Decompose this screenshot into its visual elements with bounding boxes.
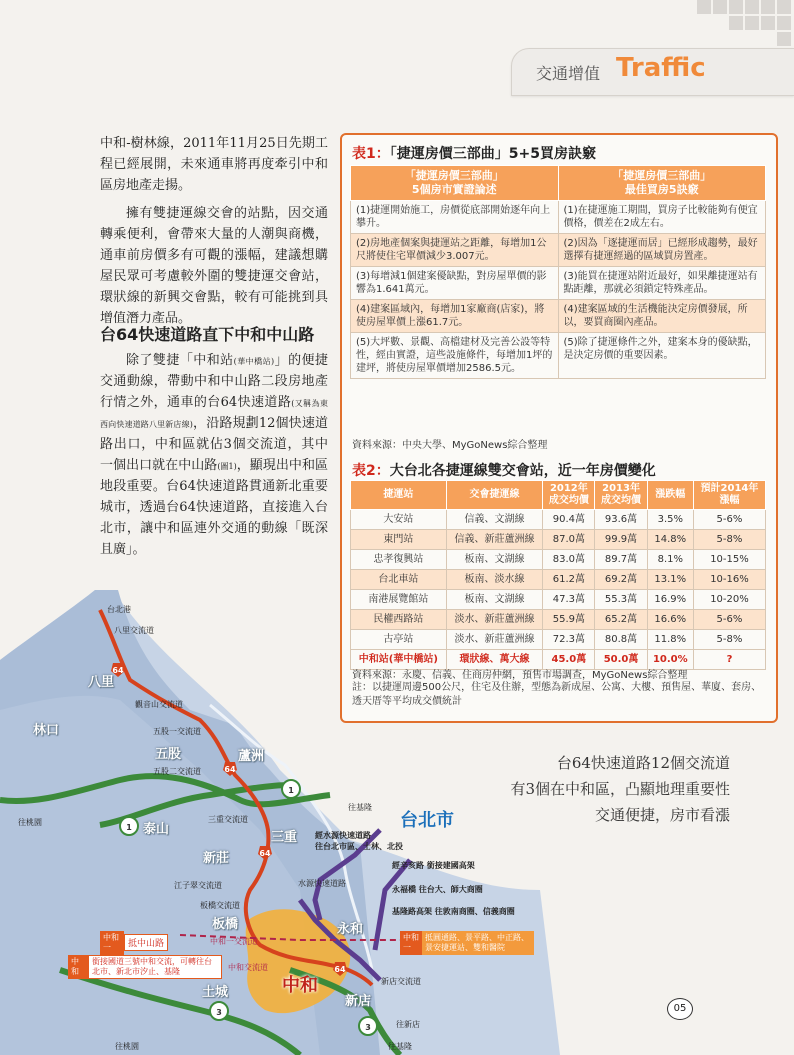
- svg-text:64: 64: [334, 965, 346, 974]
- interchange-label: 台北港: [107, 605, 131, 614]
- svg-text:3: 3: [216, 1008, 222, 1017]
- table1-title: 表1：「捷運房價三部曲」5+5買房訣竅: [352, 146, 596, 162]
- table1-source: 資料來源：中央大學、MyGoNews綜合整理: [352, 440, 548, 451]
- road-direction-label: 往桃園: [115, 1042, 139, 1051]
- section-title-en: Traffic: [616, 53, 706, 83]
- table1-header-1: 「捷運房價三部曲」 最佳買房5訣竅: [558, 166, 766, 201]
- table-row: (3)每增減1個建案優缺點，對房屋單價的影響為1.641萬元。 (3)能買在捷運站附近最好，如果離捷運站有點距離，那就必須鎖定特殊產品。: [351, 267, 766, 300]
- interchange-label: 水源快速道路: [298, 879, 346, 888]
- exit-tag: 中和一: [400, 931, 424, 955]
- table2-note: 註：以捷運周邊500公尺，住宅及住辦，型態為新成屋、公寓、大樓、預售屋、華廈、套房、透天厝等平均成交價統計: [352, 682, 762, 707]
- svg-text:3: 3: [365, 1023, 371, 1032]
- table-row: 台北車站 板南、淡水線 61.2萬 69.2萬 13.1% 10-16%: [351, 570, 766, 590]
- district-label: 泰山: [143, 822, 170, 837]
- page-number: 05: [667, 998, 693, 1020]
- table-row: 民權西路站 淡水、新莊蘆洲線 55.9萬 65.2萬 16.6% 5-6%: [351, 610, 766, 630]
- table1-header-0: 「捷運房價三部曲」 5個房市實證論述: [351, 166, 559, 201]
- interchange-label: 中和一交流道: [210, 937, 258, 946]
- link-label: 基隆路高架 往敦南商圈、信義商圈: [392, 907, 515, 916]
- slogan-line: 台64快速道路12個交流道: [556, 754, 730, 772]
- section-header: [511, 48, 794, 96]
- section-heading: 台64快速道路直下中和中山路: [100, 325, 315, 344]
- paragraph-2: 擁有雙捷運線交會的站點，因交通轉乘便利，會帶來大量的人潮與商機，通車前房價多有可觀的漲幅，建議想購屋民眾可考慮較外圍的雙捷運交會站，環狀線的新興交會點，較有可能挑到具增值潛力產品。: [100, 206, 328, 326]
- district-label-zhonghe: 中和: [282, 975, 318, 996]
- svg-text:64: 64: [112, 666, 124, 675]
- table-row: 古亭站 淡水、新莊蘆洲線 72.3萬 80.8萬 11.8% 5-8%: [351, 630, 766, 650]
- table-row: 南港展覽館站 板南、文湖線 47.3萬 55.3萬 16.9% 10-20%: [351, 590, 766, 610]
- table-row: (5)大坪數、景觀、高檔建材及完善公設等特性，經由實證，這些設施條件，每增加1坪的建坪，將使房屋單價增加2586.5元。 (5)除了捷運條件之外，建案本身的優缺點，是決定房價的重要因素。: [351, 333, 766, 379]
- table2-header: 漲跌幅: [647, 481, 693, 510]
- table-row: 忠孝復興站 板南、文湖線 83.0萬 89.7萬 8.1% 10-15%: [351, 550, 766, 570]
- district-label: 八里: [88, 675, 115, 690]
- district-label: 永和: [337, 922, 364, 937]
- interchange-label: 板橋交流道: [200, 901, 240, 910]
- article-text-upper: [100, 133, 328, 336]
- svg-text:64: 64: [259, 849, 271, 858]
- district-label: 三重: [271, 830, 298, 845]
- slogan-line: 有3個在中和區，凸顯地理重要性: [510, 780, 730, 798]
- district-label: 新店: [345, 994, 372, 1009]
- exit-tag: 中和: [68, 955, 88, 979]
- interchange-label: 五股二交流道: [153, 767, 201, 776]
- exit-tag-label: 抵中山路: [124, 934, 168, 951]
- paragraph-1: 中和-樹林線，2011年11月25日先期工程已經展開，未來通車將再度牽引中和區房地產走揚。: [100, 136, 328, 193]
- exit-tag-label: 抵圓通路、景平路、中正路、景安捷運站、雙和醫院: [422, 931, 534, 955]
- slogan-line: 交通便捷，房市看漲: [594, 806, 730, 824]
- table-row: (4)建案區域內，每增加1家廠商(店家)，將使房屋單價上漲61.7元。 (4)建案區域的生活機能決定房價發展，所以，要買商圈內產品。: [351, 300, 766, 333]
- road-direction-label: 往桃園: [18, 818, 42, 827]
- district-label: 土城: [202, 985, 229, 1000]
- table2-header: 2013年 成交均價: [595, 481, 647, 510]
- map-note: 經水源快速道路 往台北市區、士林、北投: [315, 831, 403, 851]
- table2-header: 預計2014年 漲幅: [693, 481, 765, 510]
- district-label: 板橋: [212, 917, 239, 932]
- exit-tag: 中和一: [100, 931, 124, 955]
- section-title-zh: 交通增值: [536, 64, 601, 83]
- exit-tag-label: 銜接國道三號中和交流，可轉往台北市、新北市汐止、基隆: [88, 955, 222, 979]
- table2-header: 捷運站: [351, 481, 447, 510]
- interchange-label: 五股一交流道: [153, 727, 201, 736]
- article-text-lower: [100, 350, 328, 567]
- svg-text:1: 1: [126, 823, 132, 832]
- link-label: 永福橋 往台大、師大商圈: [392, 885, 483, 894]
- interchange-label: 中和交流道: [228, 963, 268, 972]
- table2-source: 資料來源：永慶、信義、住商房仲網，預售市場調查，MyGoNews綜合整理: [352, 670, 688, 681]
- district-label: 蘆洲: [238, 749, 265, 764]
- paragraph-3: 除了雙捷「中和站(華中橋站)」的便捷交通動線，帶動中和中山路二段房地產行情之外，通車的台64快速道路(又稱為東西向快速道路八里新店線)，沿路規劃12個快速道路出口，中和區就佔3個交流道，其中一個出口就在中山路(圖1)，顯現出中和區地段重要。台64快速道路貫通新北重要城市，透過台64快速道路，直接進入台北市，讓中和區連外交通的動線「既深且廣」。: [100, 353, 329, 557]
- table2-header: 2012年 成交均價: [543, 481, 595, 510]
- interchange-label: 三重交流道: [208, 815, 248, 824]
- table-row: (1)捷運開始施工，房價從底部開始逐年向上攀升。 (1)在捷運施工期間，買房子比較能夠有便宜價格，價差在2成左右。: [351, 201, 766, 234]
- district-label: 新莊: [203, 851, 230, 866]
- district-label: 林口: [33, 723, 60, 738]
- table-row: 東門站 信義、新莊蘆洲線 87.0萬 99.9萬 14.8% 5-8%: [351, 530, 766, 550]
- city-label: 台北市: [400, 810, 454, 831]
- interchange-label: 八里交流道: [114, 626, 154, 635]
- interchange-label: 新店交流道: [381, 977, 421, 986]
- table2-title: 表2：大台北各捷運線雙交會站，近一年房價變化: [352, 463, 656, 479]
- road-direction-label: 往新店: [396, 1020, 420, 1029]
- road-direction-label: 往基隆: [388, 1042, 412, 1051]
- road-direction-label: 往基隆: [348, 803, 372, 812]
- table-row-highlight: 中和站(華中橋站) 環狀線、萬大線 45.0萬 50.0萬 10.0% ?: [351, 650, 766, 670]
- interchange-label: 江子翠交流道: [174, 881, 222, 890]
- table2-header: 交會捷運線: [446, 481, 543, 510]
- svg-text:64: 64: [224, 765, 236, 774]
- district-label: 五股: [155, 747, 182, 762]
- table-row: (2)房地產個案與捷運站之距離，每增加1公尺將使住宅單價減少3.007元。 (2)因為「逐捷運而居」已經形成趨勢，最好選擇有捷運經過的區域買房置產。: [351, 234, 766, 267]
- link-label: 經辛亥路 銜接建國高架: [392, 861, 475, 870]
- table1: [350, 165, 766, 379]
- table-row: 大安站 信義、文湖線 90.4萬 93.6萬 3.5% 5-6%: [351, 510, 766, 530]
- svg-text:1: 1: [288, 786, 294, 795]
- interchange-label: 觀音山交流道: [135, 700, 183, 709]
